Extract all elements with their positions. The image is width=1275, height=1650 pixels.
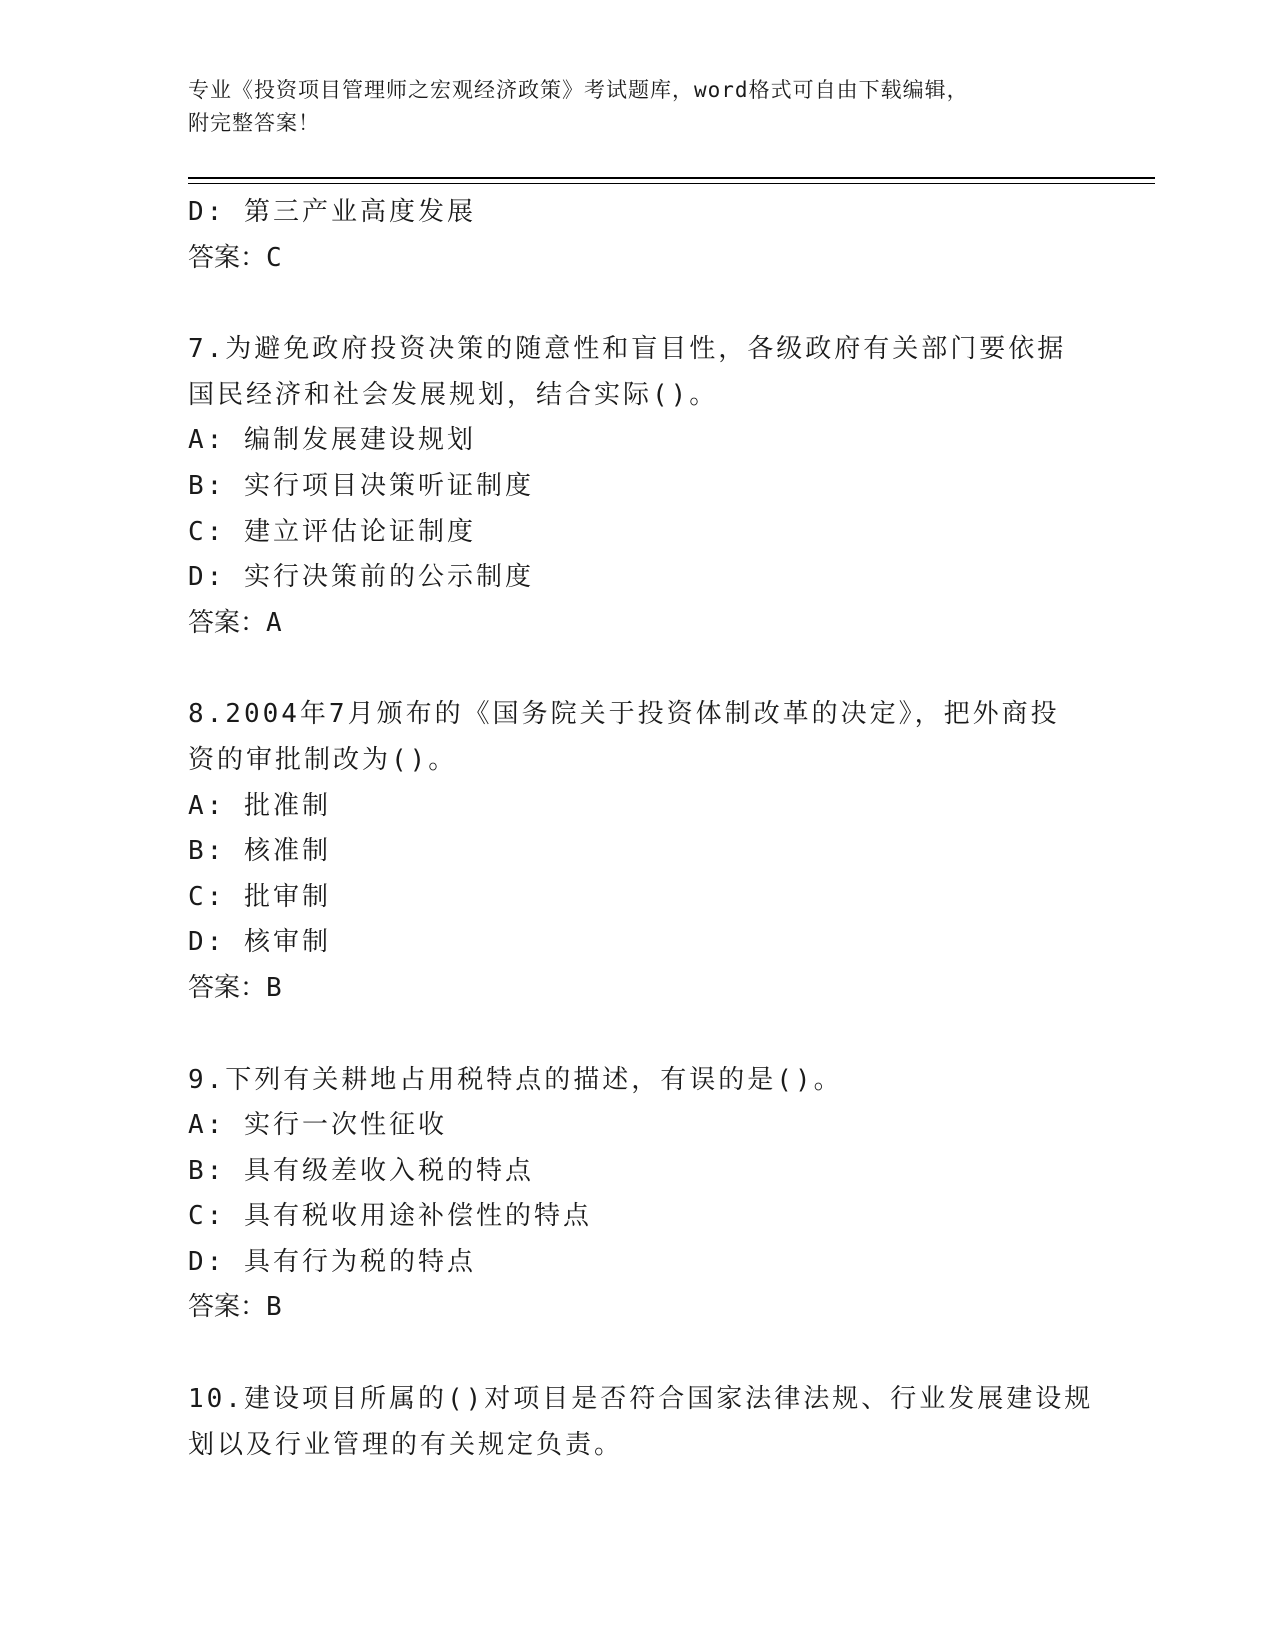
question-fragment (188, 190, 1088, 281)
option-a: A: 实行一次性征收 (188, 1110, 447, 1141)
option-c: C: 具有税收用途补偿性的特点 (188, 1201, 592, 1232)
question-stem-line: 国民经济和社会发展规划，结合实际()。 (188, 379, 719, 410)
answer-value: B (266, 972, 282, 1003)
answer-value: C (266, 242, 282, 273)
answer-line (188, 966, 1088, 1012)
option-d: D: 核审制 (188, 927, 331, 958)
answer-label: 答案： (188, 607, 267, 638)
option-b: B: 实行项目决策听证制度 (188, 470, 534, 501)
option-b: B: 核准制 (188, 836, 331, 867)
document-header (188, 74, 1068, 140)
answer-label: 答案： (188, 1292, 267, 1323)
answer-line (188, 1285, 1088, 1331)
answer-value: B (266, 1292, 282, 1323)
question-stem-line: 7.为避免政府投资决策的随意性和盲目性，各级政府有关部门要依据 (188, 334, 1067, 365)
answer-label: 答案： (188, 242, 267, 273)
question-stem-line: 9.下列有关耕地占用税特点的描述，有误的是()。 (188, 1064, 843, 1095)
header-divider-thin (188, 183, 1155, 184)
option-a: A: 编制发展建设规划 (188, 425, 476, 456)
answer-line (188, 601, 1088, 647)
answer-line (188, 236, 1088, 282)
option-d: D: 具有行为税的特点 (188, 1246, 476, 1277)
header-line-2: 附完整答案！ (188, 111, 320, 135)
question-7 (188, 327, 1088, 646)
question-stem-line: 10.建设项目所属的()对项目是否符合国家法律法规、行业发展建设规 (188, 1384, 1094, 1415)
option-d: D: 实行决策前的公示制度 (188, 562, 534, 593)
question-10 (188, 1377, 1094, 1468)
answer-value: A (266, 607, 282, 638)
question-stem-line: 资的审批制改为()。 (188, 744, 458, 775)
option-c: C: 建立评估论证制度 (188, 516, 476, 547)
option-b: B: 具有级差收入税的特点 (188, 1155, 534, 1186)
option-a: A: 批准制 (188, 790, 331, 821)
question-stem-line: 8.2004年7月颁布的《国务院关于投资体制改革的决定》，把外商投 (188, 699, 1060, 730)
option-c: C: 批审制 (188, 881, 331, 912)
question-stem-line: 划以及行业管理的有关规定负责。 (188, 1429, 624, 1460)
question-list (188, 190, 1094, 1468)
header-divider-thick (188, 177, 1155, 179)
answer-label: 答案： (188, 972, 267, 1003)
option-d: D: 第三产业高度发展 (188, 197, 476, 227)
question-9 (188, 1058, 1088, 1332)
question-8 (188, 692, 1088, 1011)
header-line-1: 专业《投资项目管理师之宏观经济政策》考试题库，word格式可自由下载编辑， (188, 78, 969, 102)
